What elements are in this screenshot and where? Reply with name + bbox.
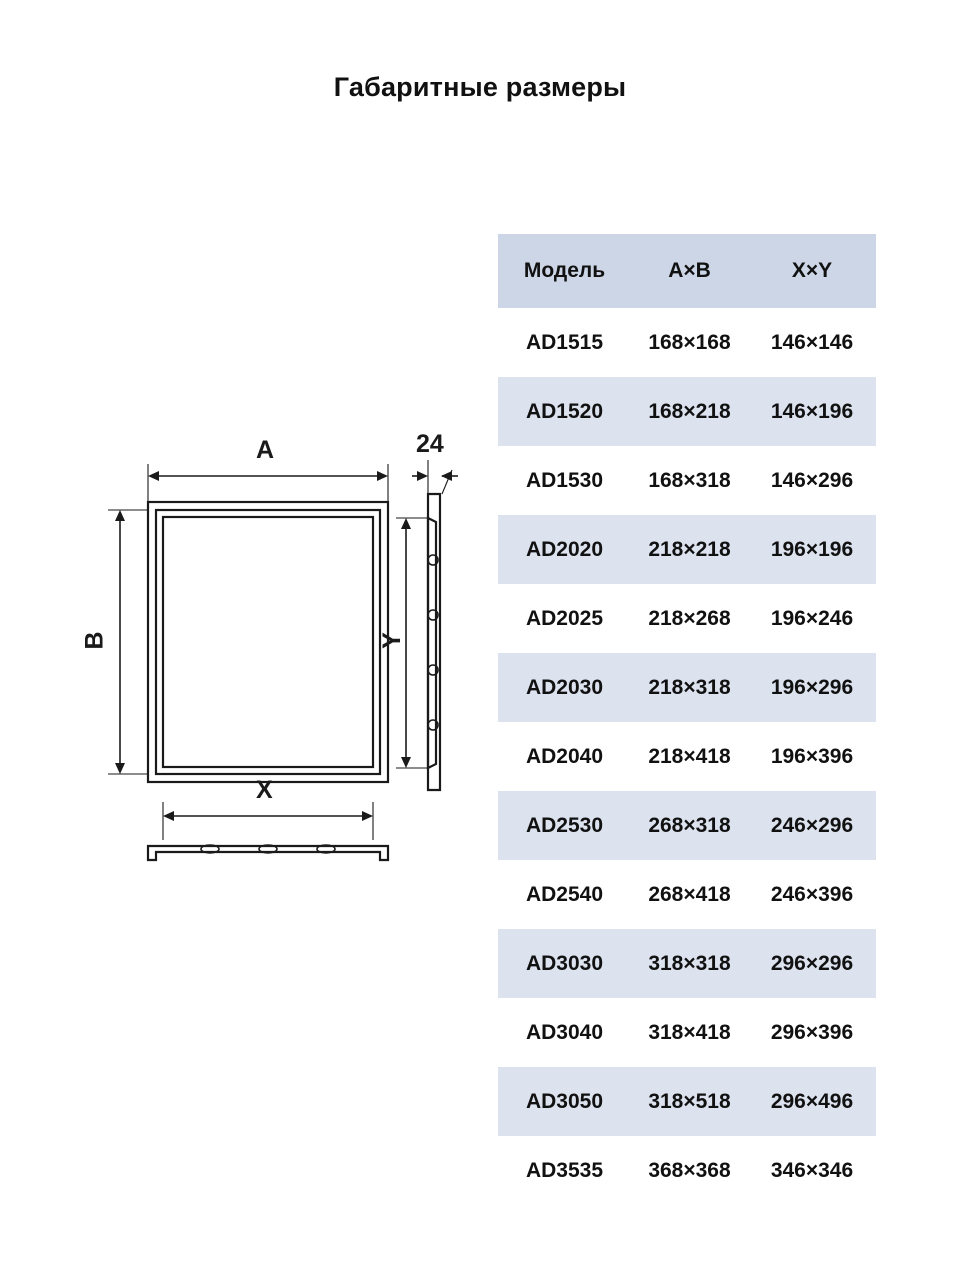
table-row [498, 653, 876, 722]
cell-ab: 318×518 [631, 1067, 748, 1136]
table-row [498, 446, 876, 515]
cell-model: AD2040 [498, 722, 631, 791]
dimension-b [115, 510, 125, 774]
cell-ab: 218×318 [631, 653, 748, 722]
cell-ab: 318×318 [631, 929, 748, 998]
dimensions-table [498, 234, 876, 1205]
cell-xy: 246×396 [748, 860, 876, 929]
cell-xy: 296×496 [748, 1067, 876, 1136]
label-y: Y [377, 632, 406, 649]
cell-ab: 168×168 [631, 308, 748, 377]
cell-model: AD2530 [498, 791, 631, 860]
cell-ab: 218×268 [631, 584, 748, 653]
cell-xy: 146×146 [748, 308, 876, 377]
technical-drawing [60, 430, 480, 900]
cell-xy: 146×296 [748, 446, 876, 515]
column-header-model: Модель [498, 234, 631, 308]
table-row [498, 584, 876, 653]
cell-ab: 218×218 [631, 515, 748, 584]
cell-xy: 196×396 [748, 722, 876, 791]
table-header-row [498, 234, 876, 308]
cell-xy: 246×296 [748, 791, 876, 860]
table-row [498, 377, 876, 446]
table-row [498, 860, 876, 929]
table-row [498, 308, 876, 377]
cell-model: AD3030 [498, 929, 631, 998]
dimension-x [163, 811, 373, 821]
cell-model: AD3050 [498, 1067, 631, 1136]
column-header-ab: A×B [631, 234, 748, 308]
column-header-xy: X×Y [748, 234, 876, 308]
cell-xy: 346×346 [748, 1136, 876, 1205]
cell-model: AD1520 [498, 377, 631, 446]
cell-model: AD1530 [498, 446, 631, 515]
cell-xy: 196×246 [748, 584, 876, 653]
cell-model: AD3535 [498, 1136, 631, 1205]
table-row [498, 791, 876, 860]
table-row [498, 998, 876, 1067]
cell-ab: 168×218 [631, 377, 748, 446]
table-row [498, 1136, 876, 1205]
cell-ab: 368×368 [631, 1136, 748, 1205]
cell-model: AD1515 [498, 308, 631, 377]
cell-xy: 296×296 [748, 929, 876, 998]
cell-model: AD2540 [498, 860, 631, 929]
cell-xy: 296×396 [748, 998, 876, 1067]
cell-ab: 268×418 [631, 860, 748, 929]
table-row [498, 1067, 876, 1136]
label-thickness: 24 [416, 430, 444, 458]
table-row [498, 722, 876, 791]
table-row [498, 929, 876, 998]
cell-xy: 196×196 [748, 515, 876, 584]
label-b: B [80, 631, 109, 650]
cell-model: AD2025 [498, 584, 631, 653]
cell-ab: 268×318 [631, 791, 748, 860]
label-x: X [256, 776, 273, 804]
front-view-outline [148, 502, 388, 782]
cell-xy: 146×196 [748, 377, 876, 446]
label-a: A [256, 436, 275, 464]
cell-ab: 168×318 [631, 446, 748, 515]
table-row [498, 515, 876, 584]
dimension-thickness [412, 471, 458, 481]
cell-xy: 196×296 [748, 653, 876, 722]
page-title: Габаритные размеры [333, 72, 627, 102]
cell-model: AD2020 [498, 515, 631, 584]
side-view-outline [428, 494, 440, 790]
cell-model: AD2030 [498, 653, 631, 722]
cell-ab: 318×418 [631, 998, 748, 1067]
cell-model: AD3040 [498, 998, 631, 1067]
cell-ab: 218×418 [631, 722, 748, 791]
dimension-a [148, 471, 388, 481]
